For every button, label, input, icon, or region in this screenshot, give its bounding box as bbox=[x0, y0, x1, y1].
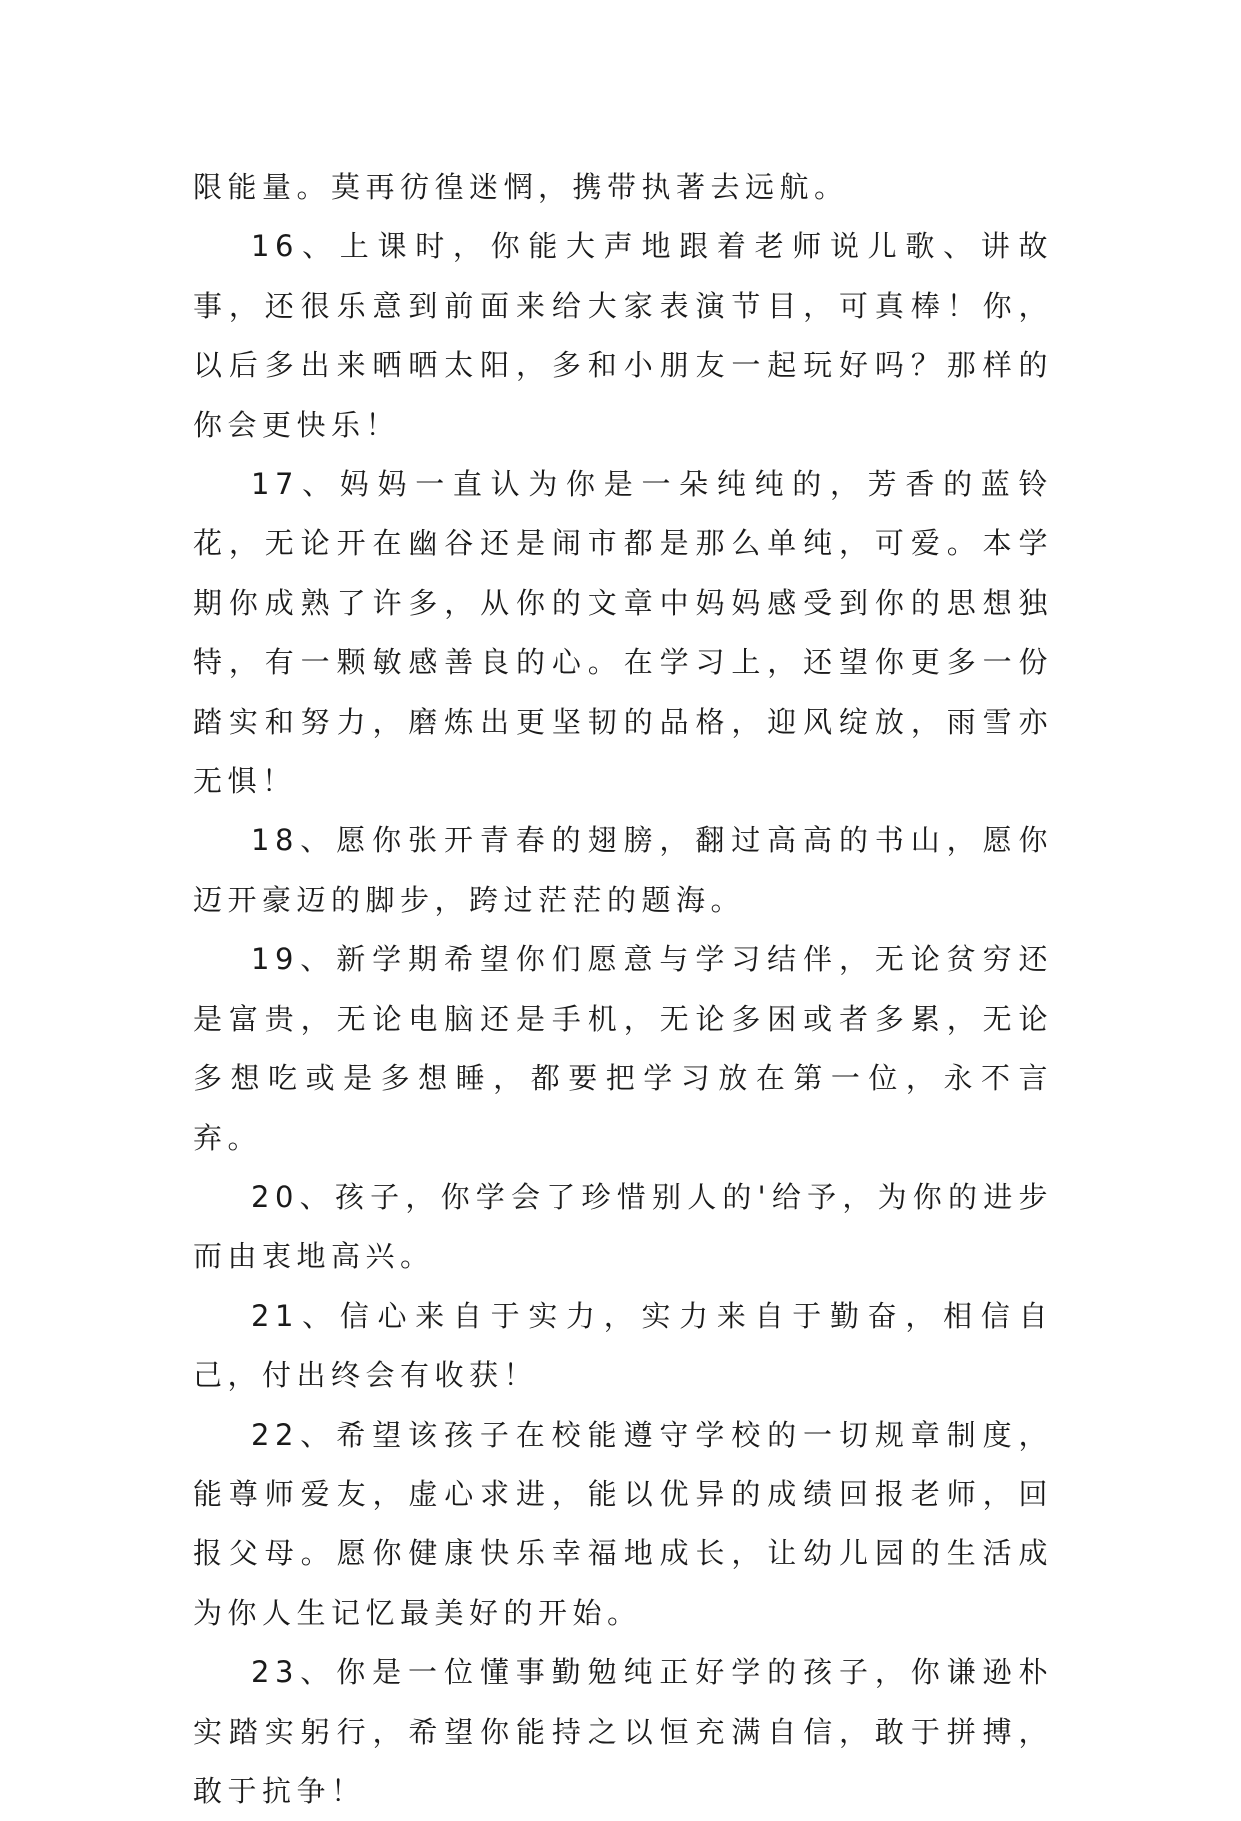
paragraph-20: 20、孩子，你学会了珍惜别人的'给予，为你的进步而由衷地高兴。 bbox=[193, 1179, 1053, 1274]
paragraph-21: 21、信心来自于实力，实力来自于勤奋，相信自己，付出终会有收获！ bbox=[193, 1298, 1053, 1393]
paragraph-17: 17、妈妈一直认为你是一朵纯纯的，芳香的蓝铃花，无论开在幽谷还是闹市都是那么单纯，可爱。本学期你成熟了许多，从你的文章中妈妈感受到你的思想独特，有一颗敏感善良的心。在学习上，还望你更多一份踏实和努力，磨炼出更坚韧的品格，迎风绽放，雨雪亦无惧！ bbox=[193, 467, 1053, 799]
paragraph-continuation: 限能量。莫再彷徨迷惘，携带执著去远航。 bbox=[193, 170, 849, 204]
paragraph-23: 23、你是一位懂事勤勉纯正好学的孩子，你谦逊朴实踏实躬行，希望你能持之以恒充满自信，敢于拼搏，敢于抗争！ bbox=[193, 1655, 1053, 1808]
document-body bbox=[193, 158, 1053, 1821]
paragraph-19: 19、新学期希望你们愿意与学习结伴，无论贫穷还是富贵，无论电脑还是手机，无论多困或者多累，无论多想吃或是多想睡，都要把学习放在第一位，永不言弃。 bbox=[193, 942, 1053, 1155]
paragraph-22: 22、希望该孩子在校能遵守学校的一切规章制度，能尊师爱友，虚心求进，能以优异的成绩回报老师，回报父母。愿你健康快乐幸福地成长，让幼儿园的生活成为你人生记忆最美好的开始。 bbox=[193, 1417, 1053, 1630]
paragraph-16: 16、上课时，你能大声地跟着老师说儿歌、讲故事，还很乐意到前面来给大家表演节目，可真棒！你，以后多出来晒晒太阳，多和小朋友一起玩好吗？那样的你会更快乐！ bbox=[193, 229, 1053, 442]
paragraph-18: 18、愿你张开青春的翅膀，翻过高高的书山，愿你迈开豪迈的脚步，跨过茫茫的题海。 bbox=[193, 823, 1053, 917]
